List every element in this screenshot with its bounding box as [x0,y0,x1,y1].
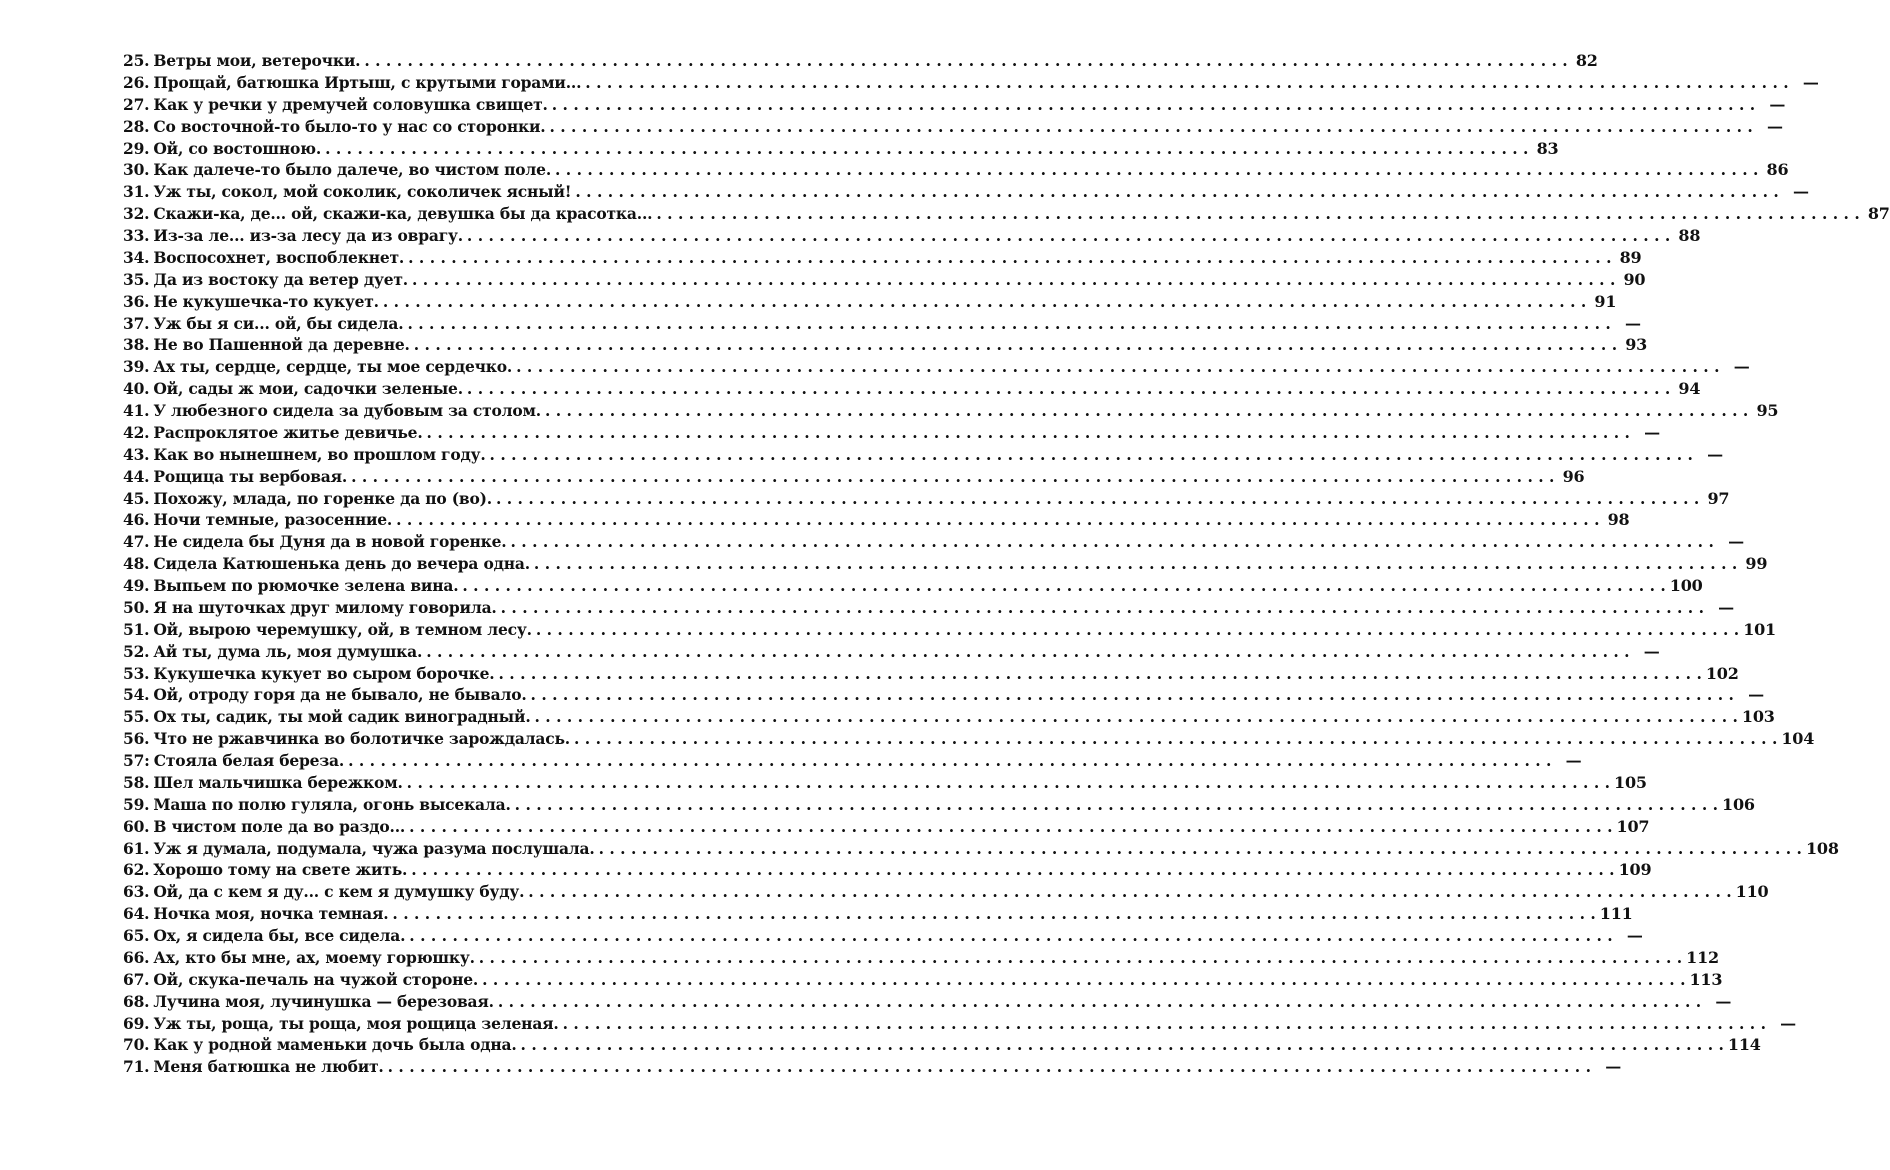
toc-entry [123,160,1789,182]
dot-leader [549,117,1752,136]
entry-page: 100 [1669,576,1703,595]
entry-title: Ой, вырою черемушку, ой, в темном лесу. [153,619,532,639]
entry-title: Что не ржавчинка во болотичке зарождалась. [153,729,570,749]
entry-title: Ночи темные, разосенние. [153,510,393,530]
entry-page: 108 [1805,838,1839,858]
entry-title: Ох, я сидела бы, все сидела. [153,926,406,945]
dot-leader [392,904,1595,923]
dot-leader [599,839,1802,858]
entry-title: Ветры мои, ветерочки. [153,51,361,70]
entry-number: 47. [123,532,150,552]
entry-number: 63. [123,882,150,902]
dot-leader [396,510,1599,529]
toc-entry [123,94,1786,117]
entry-page: 101 [1743,619,1776,639]
entry-title: Похожу, млада, по горенке да по (во). [153,488,492,508]
entry-number: 41. [123,401,150,420]
entry-page: — [1718,597,1734,617]
entry-title: Как у речки у дремучей соловушка свищет. [153,94,548,114]
entry-title: Я на шуточках друг милому говорила. [153,597,497,617]
dot-leader [351,467,1554,486]
entry-page: 99 [1745,554,1768,574]
toc-entry [123,1057,1621,1079]
entry-title: Уж ты, сокол, мой соколик, соколичек ясный! [153,182,572,202]
toc-entry [123,838,1839,861]
toc-entry [123,422,1660,445]
entry-number: 60. [123,816,150,836]
entry-page: 87 [1867,204,1890,224]
entry-number: 69. [123,1013,150,1033]
entry-title: Рощица ты вербовая. [153,466,348,486]
entry-number: 36. [123,291,150,311]
entry-number: 66. [123,947,150,967]
toc-entry [123,401,1779,423]
dot-leader [462,576,1665,595]
dot-leader [574,729,1777,748]
toc-entry [123,291,1617,314]
entry-number: 68. [123,991,150,1011]
entry-number: 59. [123,794,150,814]
entry-number: 42. [123,422,150,442]
dot-leader [482,970,1685,989]
entry-title: Уж бы я си... ой, бы сидела. [153,313,404,333]
entry-page: 110 [1735,882,1769,902]
toc-entry [123,247,1642,270]
dot-leader [325,139,1528,158]
toc-entry [123,444,1723,467]
entry-title: Ночка моя, ночка темная. [153,904,389,924]
dot-leader [348,751,1551,770]
entry-page: — [1715,991,1732,1011]
entry-number: 43. [123,444,150,464]
toc-entry [123,116,1783,139]
entry-title: Ой, со востошною. [153,138,322,158]
toc-entry [123,576,1703,598]
toc-entry [123,335,1648,357]
entry-number: 46. [123,510,150,530]
entry-number: 29. [123,138,150,158]
entry-number: 55. [123,707,150,727]
entry-page: — [1643,641,1660,661]
entry-number: 44. [123,466,150,486]
entry-page: — [1707,444,1723,464]
toc-entry [123,926,1643,948]
dot-leader [467,226,1670,245]
entry-number: 61. [123,838,150,858]
entry-number: 65. [123,926,150,945]
toc-entry [123,772,1647,795]
dot-leader [496,489,1699,508]
entry-title: Как во нынешнем, во прошлом году. [153,444,486,464]
entry-page: 83 [1536,138,1559,158]
entry-number: 49. [123,576,150,595]
entry-title: Ой, да с кем я ду... с кем я думушку буду. [153,882,525,902]
entry-number: 51. [123,619,150,639]
entry-title: Ох ты, садик, ты мой садик виноградный. [153,707,531,727]
entry-page: 105 [1614,772,1647,792]
entry-page: 111 [1599,904,1633,924]
entry-page: — [1767,116,1783,136]
entry-page: — [1769,94,1786,114]
entry-number: 30. [123,160,150,180]
entry-number: 70. [123,1035,150,1055]
dot-leader [531,685,1734,704]
dot-leader [467,379,1670,398]
entry-number: 39. [123,357,150,377]
entry-number: 25. [123,51,150,70]
toc-entry [123,991,1732,1014]
entry-number: 33. [123,226,150,245]
entry-page: 103 [1741,707,1775,727]
toc-entry [123,510,1630,532]
entry-page: 82 [1575,51,1598,70]
entry-title: Не во Пашенной да деревне. [153,335,410,355]
dot-leader [383,292,1586,311]
dot-leader [411,860,1614,879]
entry-number: 28. [123,116,150,136]
entry-number: 71. [123,1057,150,1077]
entry-title: Стояла белая береза. [153,751,345,770]
toc-entry [123,554,1768,576]
entry-title: Уж я думала, подумала, чужа разума послушала. [153,838,595,858]
entry-number: 67. [123,969,150,989]
entry-number: 31. [123,182,150,202]
entry-title: Уж ты, роща, ты роща, моя рощица зеленая. [153,1013,559,1033]
entry-title: Ой, скука-печаль на чужой стороне. [153,969,479,989]
entry-page: 95 [1756,401,1779,420]
entry-page: 94 [1678,379,1701,399]
table-of-contents [123,51,1890,1079]
entry-page: 109 [1618,860,1652,880]
dot-leader [490,445,1693,464]
entry-page: 86 [1766,160,1789,180]
dot-leader [409,926,1612,945]
entry-page: 106 [1722,794,1755,814]
dot-leader [511,532,1714,551]
entry-page: 93 [1625,335,1648,355]
toc-entry [123,729,1815,751]
entry-title: Не сидела бы Дуня да в новой горенке. [153,532,507,552]
entry-number: 38. [123,335,150,355]
dot-leader [535,707,1738,726]
dot-leader [575,182,1778,201]
toc-entry [123,751,1582,773]
entry-number: 45. [123,488,150,508]
entry-number: 48. [123,554,150,574]
entry-title: В чистом поле да во раздо... [153,816,406,836]
dot-leader [536,620,1739,639]
dot-leader [412,270,1615,289]
entry-page: 102 [1705,663,1739,683]
entry-title: Маша по полю гуляла, огонь высекала. [153,794,511,814]
entry-title: Прощай, батюшка Иртыш, с крутыми горами... [153,72,582,92]
dot-leader [409,817,1612,836]
entry-page: 98 [1607,510,1630,530]
entry-page: — [1792,182,1809,202]
toc-entry [123,619,1776,642]
entry-page: 107 [1616,816,1650,836]
entry-title: Хорошо тому на свете жить. [153,860,408,880]
entry-page: 113 [1689,969,1723,989]
toc-entry [123,882,1769,904]
entry-title: Скажи-ка, де... ой, скажи-ка, девушка бы да красотка... [153,204,653,224]
toc-entry [123,379,1701,401]
entry-page: 104 [1781,729,1815,749]
dot-leader [555,160,1758,179]
toc-entry [123,313,1641,336]
dot-leader [563,1014,1766,1033]
entry-title: Шел мальчишка бережком. [153,772,403,792]
dot-leader [585,73,1788,92]
dot-leader [426,642,1629,661]
entry-title: Ай ты, дума ль, моя думушка. [153,641,423,661]
entry-page: — [1605,1057,1621,1077]
toc-entry [123,597,1734,620]
entry-title: Лучина моя, лучинушка — березовая. [153,991,494,1011]
entry-page: 91 [1594,291,1617,311]
toc-entry [123,969,1723,992]
entry-number: 50. [123,597,150,617]
dot-leader [498,992,1701,1011]
dot-leader [516,357,1719,376]
entry-page: — [1644,422,1660,442]
entry-page: — [1728,532,1744,552]
toc-entry [123,226,1701,248]
entry-page: — [1733,357,1750,377]
entry-title: Ах ты, сердце, сердце, ты мое сердечко. [153,357,513,377]
dot-leader [364,51,1567,70]
entry-title: Сидела Катюшенька день до вечера одна. [153,554,530,574]
toc-entry [123,51,1598,73]
entry-number: 53. [123,663,150,683]
entry-page: 97 [1707,488,1730,508]
toc-entry [123,532,1744,554]
dot-leader [552,95,1755,114]
entry-page: — [1748,685,1764,705]
entry-page: 114 [1727,1035,1761,1055]
entry-number: 32. [123,204,150,224]
dot-leader [501,598,1704,617]
dot-leader [515,795,1718,814]
entry-title: Не кукушечка-то кукует. [153,291,379,311]
dot-leader [528,882,1731,901]
entry-number: 54. [123,685,150,705]
toc-entry [123,204,1890,226]
dot-leader [388,1057,1591,1076]
entry-title: Ой, отроду горя да не бывало, не бывало. [153,685,527,705]
toc-entry [123,904,1633,926]
entry-page: — [1780,1013,1796,1033]
dot-leader [534,554,1737,573]
entry-number: 57: [123,751,150,770]
entry-title: Как у родной маменьки дочь была одна. [153,1035,517,1055]
entry-title: Как далече-то было далече, во чистом поле. [153,160,552,180]
entry-number: 26. [123,72,150,92]
entry-title: Распроклятое житье девичье. [153,422,423,442]
toc-entry [123,182,1809,204]
toc-entry [123,488,1730,511]
dot-leader [521,1035,1724,1054]
dot-leader [414,335,1617,354]
entry-title: Да из востоку да ветер дует. [153,269,408,289]
entry-page: — [1625,313,1641,333]
dot-leader [408,248,1611,267]
entry-page: 88 [1678,226,1701,245]
toc-entry [123,794,1755,817]
entry-page: 90 [1623,269,1646,289]
toc-entry [123,1035,1761,1057]
entry-number: 52. [123,641,150,661]
entry-title: Ой, сады ж мои, садочки зеленые. [153,379,463,399]
entry-number: 64. [123,904,150,924]
entry-title: Воспосохнет, воспоблекнет. [153,247,405,267]
entry-number: 35. [123,269,150,289]
dot-leader [407,314,1610,333]
toc-entry [123,860,1652,882]
entry-page: 96 [1562,466,1585,486]
entry-number: 56. [123,729,150,749]
toc-entry [123,138,1559,161]
toc-entry [123,641,1660,664]
entry-page: — [1626,926,1643,945]
toc-entry [123,72,1819,95]
toc-entry [123,707,1775,729]
toc-entry [123,357,1750,379]
entry-number: 37. [123,313,150,333]
entry-number: 58. [123,772,150,792]
dot-leader [656,204,1859,223]
toc-entry [123,685,1764,707]
entry-title: Со восточной-то было-то у нас со сторонки. [153,116,546,136]
toc-entry [123,663,1739,686]
toc-entry [123,816,1650,839]
dot-leader [427,423,1630,442]
entry-title: У любезного сидела за дубовым за столом. [153,401,541,420]
entry-title: Из-за ле... из-за лесу да из оврагу. [153,226,463,245]
toc-entry [123,466,1585,489]
entry-number: 34. [123,247,150,267]
entry-number: 40. [123,379,150,399]
toc-entry [123,1013,1796,1036]
entry-number: 62. [123,860,150,880]
toc-entry [123,947,1719,970]
dot-leader [479,948,1682,967]
toc-entry [123,269,1646,292]
entry-title: Выпьем по рюмочке зелена вина. [153,576,459,595]
entry-page: 112 [1686,947,1719,967]
entry-title: Меня батюшка не любит. [153,1057,384,1077]
dot-leader [545,401,1748,420]
entry-number: 27. [123,94,150,114]
entry-title: Ах, кто бы мне, ах, моему горюшку. [153,947,475,967]
entry-page: 89 [1619,247,1642,267]
dot-leader [407,773,1610,792]
entry-page: — [1802,72,1819,92]
entry-page: — [1565,751,1582,770]
entry-title: Кукушечка кукует во сыром борочке. [153,663,495,683]
dot-leader [498,664,1701,683]
